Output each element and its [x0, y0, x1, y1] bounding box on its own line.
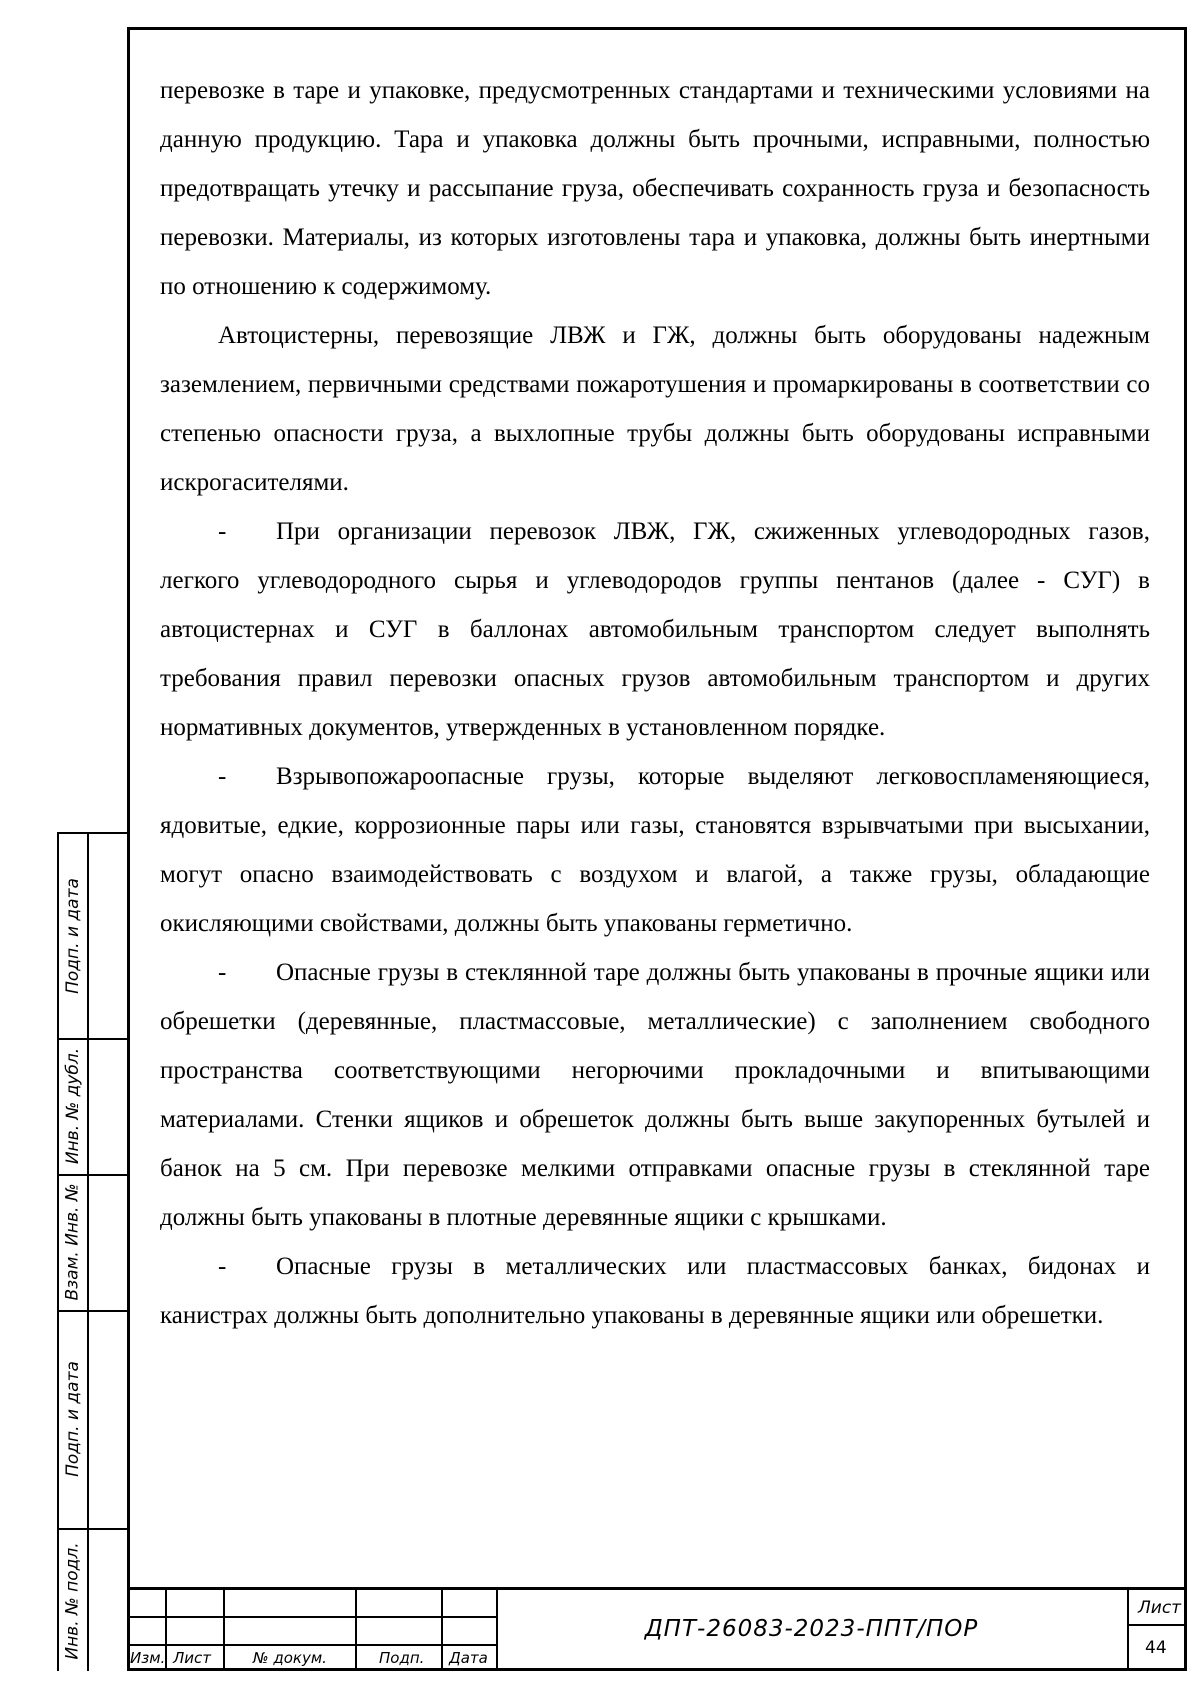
sheet-number: 44: [1145, 1638, 1167, 1658]
col-date: Дата: [449, 1649, 488, 1667]
paragraph-5-text: Опасные грузы в стеклянной таре должны быть упакованы в прочные ящики или обрешетки (деревянные, пластмассовые, металлические) с заполнением свободного пространства соответствующими негорючими прокладочными и впитывающими материалами. Стенки ящиков и обрешеток должны быть выше закупоренных бутылей и банок на 5 см. При перевозке мелкими отправками опасные грузы в стеклянной таре должны быть упакованы в плотные деревянные ящики с крышками.: [160, 959, 1150, 1231]
sheet-label: Лист: [1138, 1598, 1182, 1618]
paragraph-6-text: Опасные грузы в металлических или пластмассовых банках, бидонах и канистрах должны быть дополнительно упакованы в деревянные ящики или обрешетки.: [160, 1253, 1150, 1329]
dash-marker: -: [218, 1253, 227, 1280]
col-signature: Подп.: [379, 1649, 425, 1667]
col-change: Изм.: [130, 1649, 166, 1667]
side-stamp: [57, 832, 127, 1671]
dash-marker: -: [218, 959, 227, 986]
paragraph-4: [160, 752, 1150, 948]
side-label-orig-inv: Инв. № подл.: [63, 1541, 84, 1660]
col-sheet: Лист: [173, 1649, 212, 1667]
side-label-sign-date: Подп. и дата: [63, 878, 83, 994]
title-block-line: [223, 1590, 225, 1671]
paragraph-3-text: При организации перевозок ЛВЖ, ГЖ, сжиженных углеводородных газов, легкого углеводородного сырья и углеводородов группы пентанов (далее - СУГ) в автоцистернах и СУГ в баллонах автомобильным транспортом следует выполнять требования правил перевозки опасных грузов автомобильным транспортом и других нормативных документов, утвержденных в установленном порядке.: [160, 518, 1150, 741]
paragraph-5: [160, 948, 1150, 1242]
dash-marker: -: [218, 763, 227, 790]
title-block-line: [441, 1590, 443, 1671]
paragraph-1: перевозке в таре и упаковке, предусмотренных стандартами и техническими условиями на данную продукцию. Тара и упаковка должны быть прочными, исправными, полностью предотвращать утечку и рассыпание груза, обеспечивать сохранность груза и безопасность перевозки. Материалы, из которых изготовлены тара и упаковка, должны быть инертными по отношению к содержимому.: [160, 77, 1150, 300]
paragraph-6: [160, 1242, 1150, 1340]
paragraph-4-text: Взрывопожароопасные грузы, которые выделяют легковоспламеняющиеся, ядовитые, едкие, коррозионные пары или газы, становятся взрывчатыми при высыхании, могут опасно взаимодействовать с воздухом и влагой, а также грузы, обладающие окисляющими свойствами, должны быть упакованы герметично.: [160, 763, 1150, 937]
side-label-replace-inv: Взам. Инв. №: [63, 1183, 83, 1301]
side-stamp-divider: [87, 834, 89, 1671]
title-block-line: [1127, 1590, 1129, 1671]
title-block-line: [165, 1590, 167, 1671]
document-number: ДПТ-26083-2023-ППТ/ПОР: [644, 1616, 979, 1642]
dash-marker: -: [218, 518, 227, 545]
title-block-line: [1127, 1624, 1187, 1626]
side-label-dup-inv: Инв. № дубл.: [63, 1047, 83, 1165]
col-doc-number: № докум.: [253, 1649, 327, 1667]
paragraph-2: Автоцистерны, перевозящие ЛВЖ и ГЖ, должны быть оборудованы надежным заземлением, первичными средствами пожаротушения и промаркированы в соответствии со степенью опасности груза, а выхлопные трубы должны быть оборудованы исправными искрогасителями.: [160, 322, 1150, 496]
title-block: [127, 1587, 1187, 1671]
title-block-line: [127, 1616, 496, 1618]
title-block-line: [127, 1644, 496, 1646]
body-text: [160, 66, 1150, 1340]
paragraph-3: [160, 507, 1150, 752]
title-block-line: [355, 1590, 357, 1671]
side-label-sign-date-2: Подп. и дата: [63, 1361, 83, 1477]
